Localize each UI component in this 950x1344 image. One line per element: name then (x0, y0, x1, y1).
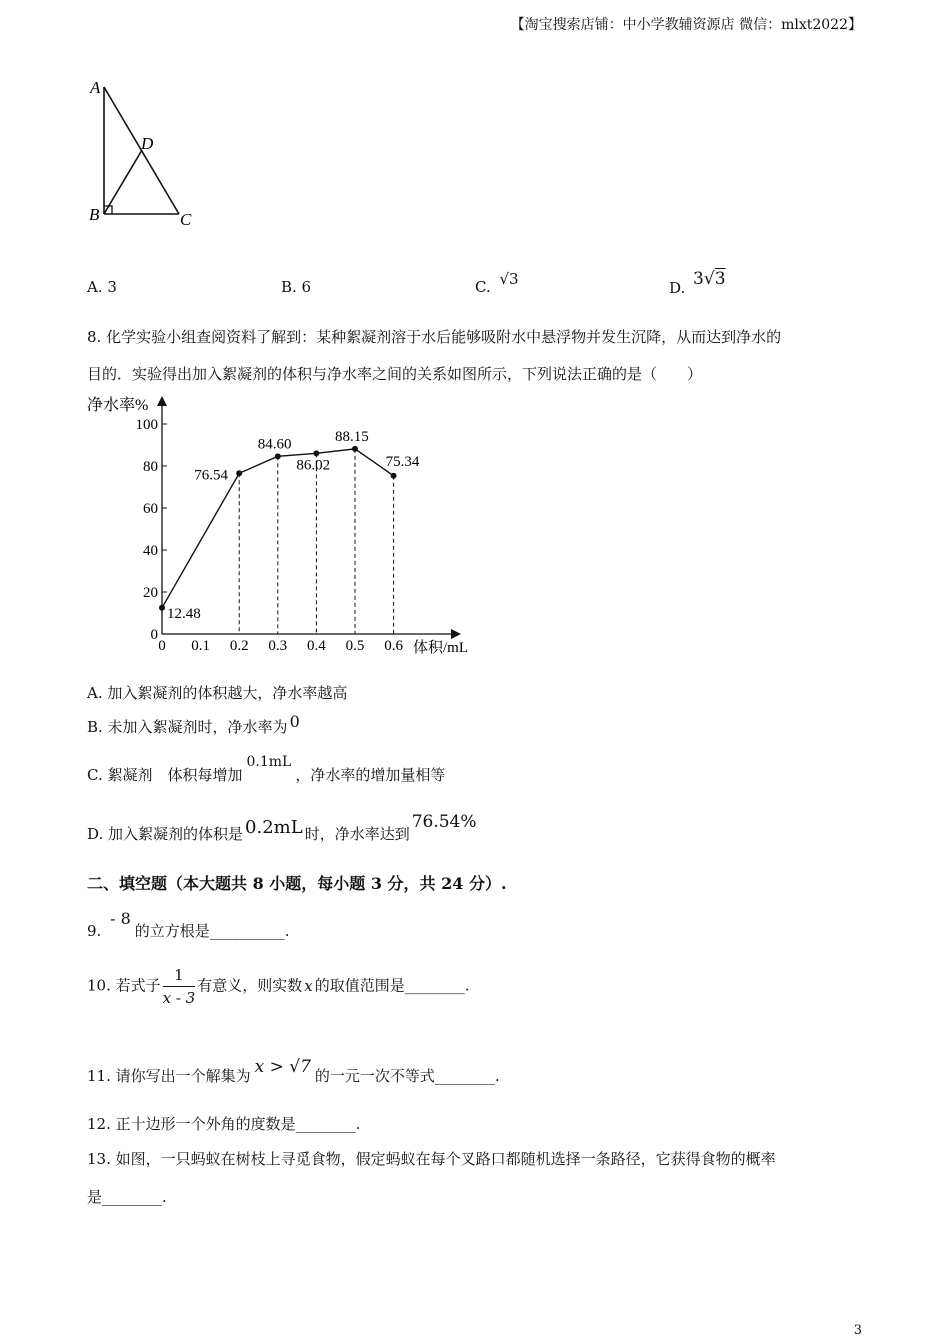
data-label: 84.60 (257, 436, 292, 453)
q10-numerator: 1 (163, 966, 196, 987)
q8-option-c-value: 0.1mL (246, 754, 292, 770)
x-axis-label: 体积/mL (413, 640, 468, 656)
q7-option-c (475, 270, 519, 296)
q7-option-d (669, 269, 726, 298)
q10-prefix: 10. 若式子 (87, 976, 161, 995)
x-tick-label: 0.1 (191, 638, 210, 654)
data-label: 76.54 (194, 467, 228, 484)
q8-option-c (87, 754, 446, 785)
q8-line2: 目的．实验得出加入絮凝剂的体积与净水率之间的关系如图所示，下列说法正确的是（ ） (87, 365, 703, 383)
label-c: C (180, 210, 192, 229)
q8-option-a: A. 加入絮凝剂的体积越大，净水率越高 (87, 684, 348, 702)
y-axis-arrow (157, 396, 167, 406)
q11-expr: x > √7 (254, 1057, 311, 1077)
y-tick-label: 20 (143, 585, 158, 601)
page-header: 【淘宝搜索店铺：中小学教辅资源店 微信：mlxt2022】 (510, 17, 862, 33)
q8-option-d-text2: 时，净水率达到 (304, 825, 410, 843)
data-label: 86.02 (296, 457, 331, 474)
x-tick-label: 0.2 (229, 638, 249, 654)
y-tick-label: 100 (135, 417, 158, 433)
q11-prefix: 11. 请你写出一个解集为 (87, 1067, 251, 1085)
q10-denominator: x - 3 (162, 989, 196, 1007)
q12: 12. 正十边形一个外角的度数是________. (87, 1115, 361, 1133)
q8-option-b-value: 0 (289, 712, 300, 731)
section-2-title: 二、填空题（本大题共 8 小题，每小题 3 分，共 24 分）. (87, 874, 507, 893)
q7-option-d-rad: 3 (714, 269, 726, 289)
q8-option-c-text1: C. 絮凝剂 体积每增加 (87, 766, 243, 784)
data-point (391, 473, 397, 479)
y-tick-label: 80 (143, 459, 158, 475)
q7-option-d-coef: 3 (693, 269, 704, 289)
segment-bd (104, 150, 142, 214)
q8-option-d (87, 812, 477, 844)
data-point (313, 450, 319, 456)
q10-var: x (304, 976, 313, 995)
q8-option-d-value1: 0.2mL (245, 817, 303, 838)
q8-line1: 8. 化学实验小组查阅资料了解到：某种絮凝剂溶于水后能够吸附水中悬浮物并发生沉降，从而达到净水的 (87, 328, 782, 346)
x-tick-label: 0.3 (268, 638, 288, 654)
y-tick-label: 60 (143, 501, 158, 517)
x-axis-arrow (451, 629, 461, 639)
q10 (87, 966, 470, 1007)
q8-option-b-text: B. 未加入絮凝剂时，净水率为 (87, 718, 288, 736)
data-point (159, 605, 165, 611)
data-label: 12.48 (167, 605, 201, 622)
data-label: 88.15 (335, 428, 369, 445)
q7-option-d-label: D. (669, 279, 686, 297)
q11-suffix: 的一元一次不等式________. (314, 1067, 500, 1085)
q7-option-a: A. 3 (87, 278, 117, 296)
data-label: 75.34 (385, 453, 420, 470)
q9 (87, 909, 290, 941)
data-point (236, 470, 242, 476)
q13-line1: 13. 如图，一只蚂蚁在树枝上寻觅食物，假定蚂蚁在每个叉路口都随机选择一条路径，它获得食物的概率 (87, 1150, 776, 1168)
x-tick-label: 0.4 (307, 638, 326, 654)
water-purification-chart (85, 390, 505, 660)
sqrt-sign: √ (703, 269, 715, 289)
q10-suffix: 的取值范围是________. (314, 976, 470, 995)
page-number: 3 (853, 1323, 862, 1338)
q8-option-b (87, 712, 300, 737)
q8-option-d-text1: D. 加入絮凝剂的体积是 (87, 825, 244, 843)
q8-option-c-text2: ，净水率的增加量相等 (295, 766, 446, 784)
q7-option-b: B. 6 (281, 278, 312, 296)
q7-option-c-label: C. (475, 278, 491, 296)
q9-value: - 8 (110, 909, 131, 928)
q13-line2: 是________. (87, 1188, 167, 1206)
y-tick-label: 0 (150, 627, 158, 643)
q7-option-c-value: √3 (499, 270, 519, 288)
data-point (275, 453, 281, 459)
x-tick-label: 0.5 (345, 638, 365, 654)
y-tick-label: 40 (143, 543, 158, 559)
q10-fraction (163, 966, 196, 1007)
q9-number: 9. (87, 922, 102, 940)
x-tick-label: 0 (158, 638, 166, 654)
label-a: A (90, 78, 101, 97)
x-tick-label: 0.6 (384, 638, 403, 654)
label-b: B (89, 205, 100, 224)
q10-text: 有意义，则实数 (197, 976, 303, 995)
q9-text: 的立方根是__________. (134, 922, 290, 940)
q11 (87, 1057, 500, 1086)
label-d: D (141, 134, 154, 153)
q8-option-d-value2: 76.54% (411, 812, 477, 832)
data-point (352, 446, 358, 452)
q7-option-d-value (693, 269, 726, 289)
triangle-figure (85, 75, 215, 235)
y-axis-label: 净水率% (87, 397, 149, 414)
